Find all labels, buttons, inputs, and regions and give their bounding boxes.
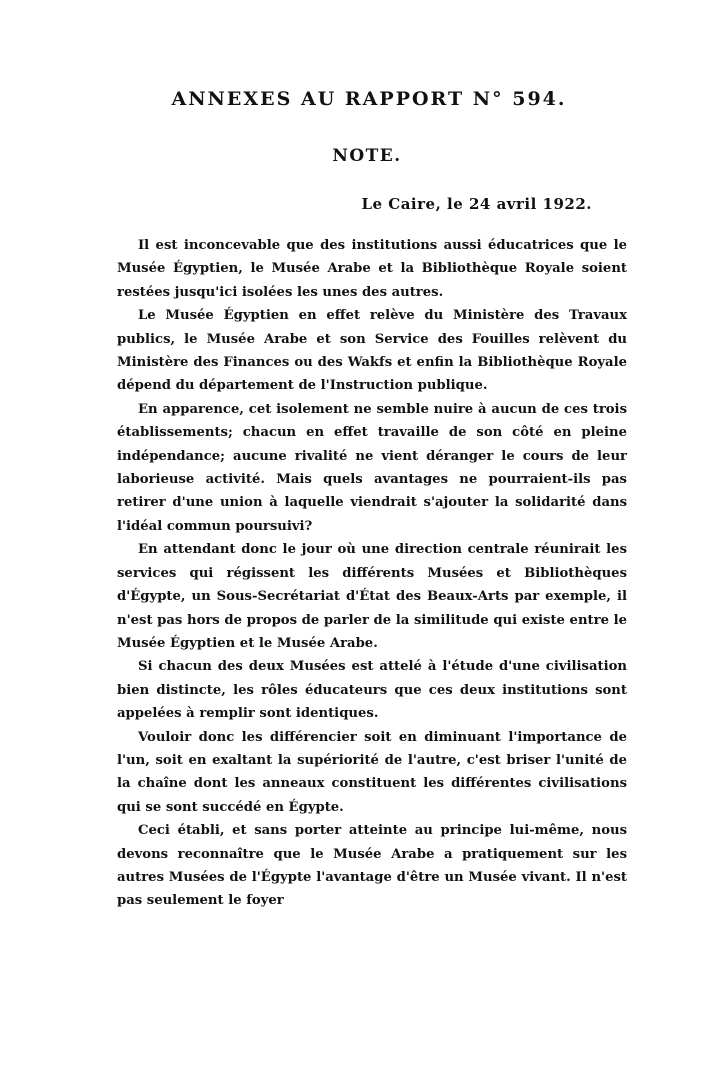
paragraph-7: Ceci établi, et sans porter atteinte au principe lui-même, nous devons reconnaître que le Musée Arabe a pratiquement sur les autres Musées de l'Égypte l'avantage d'être un Musée vivant. Il n'est pas seulement le foyer (117, 823, 627, 909)
paragraph-2: Le Musée Égyptien en effet relève du Ministère des Travaux publics, le Musée Arabe et son Service des Fouilles relèvent du Ministère des Finances ou des Wakfs et enfin la Bibliothèque Royale dépend du département de l'Instruction publique. (117, 308, 627, 394)
page-title: ANNEXES AU RAPPORT N° 594. (171, 88, 567, 110)
paragraph-4: En attendant donc le jour où une direction centrale réunirait les services qui régissent les différents Musées et Bibliothèques d'Égypte, un Sous-Secrétariat d'État des Beaux-Arts par exemple, il n'est pas hors de propos de parler de la similitude qui existe entre le Musée Égyptien et le Musée Arabe. (117, 542, 627, 651)
dateline: Le Caire, le 24 avril 1922. (361, 195, 592, 213)
section-title: NOTE. (332, 146, 402, 166)
body-text (117, 234, 627, 913)
paragraph-6: Vouloir donc les différencier soit en diminuant l'importance de l'un, soit en exaltant la supériorité de l'autre, c'est briser l'unité de la chaîne dont les anneaux constituent les différentes civilisations qui se sont succédé en Égypte. (117, 729, 627, 815)
paragraph-3: En apparence, cet isolement ne semble nuire à aucun de ces trois établissements; chacun en effet travaille de son côté en pleine indépendance; aucune rivalité ne vient déranger le cours de leur laborieuse activité. Mais quels avantages ne pourraient-ils pas retirer d'une union à laquelle viendrait s'ajouter la solidarité dans l'idéal commun poursuivi? (117, 401, 627, 534)
paragraph-1: Il est inconcevable que des institutions aussi éducatrices que le Musée Égyptien, le Musée Arabe et la Bibliothèque Royale soient restées jusqu'ici isolées les unes des autres. (117, 238, 627, 300)
paragraph-5: Si chacun des deux Musées est attelé à l'étude d'une civilisation bien distincte, les rôles éducateurs que ces deux institutions sont appelées à remplir sont identiques. (117, 659, 627, 722)
